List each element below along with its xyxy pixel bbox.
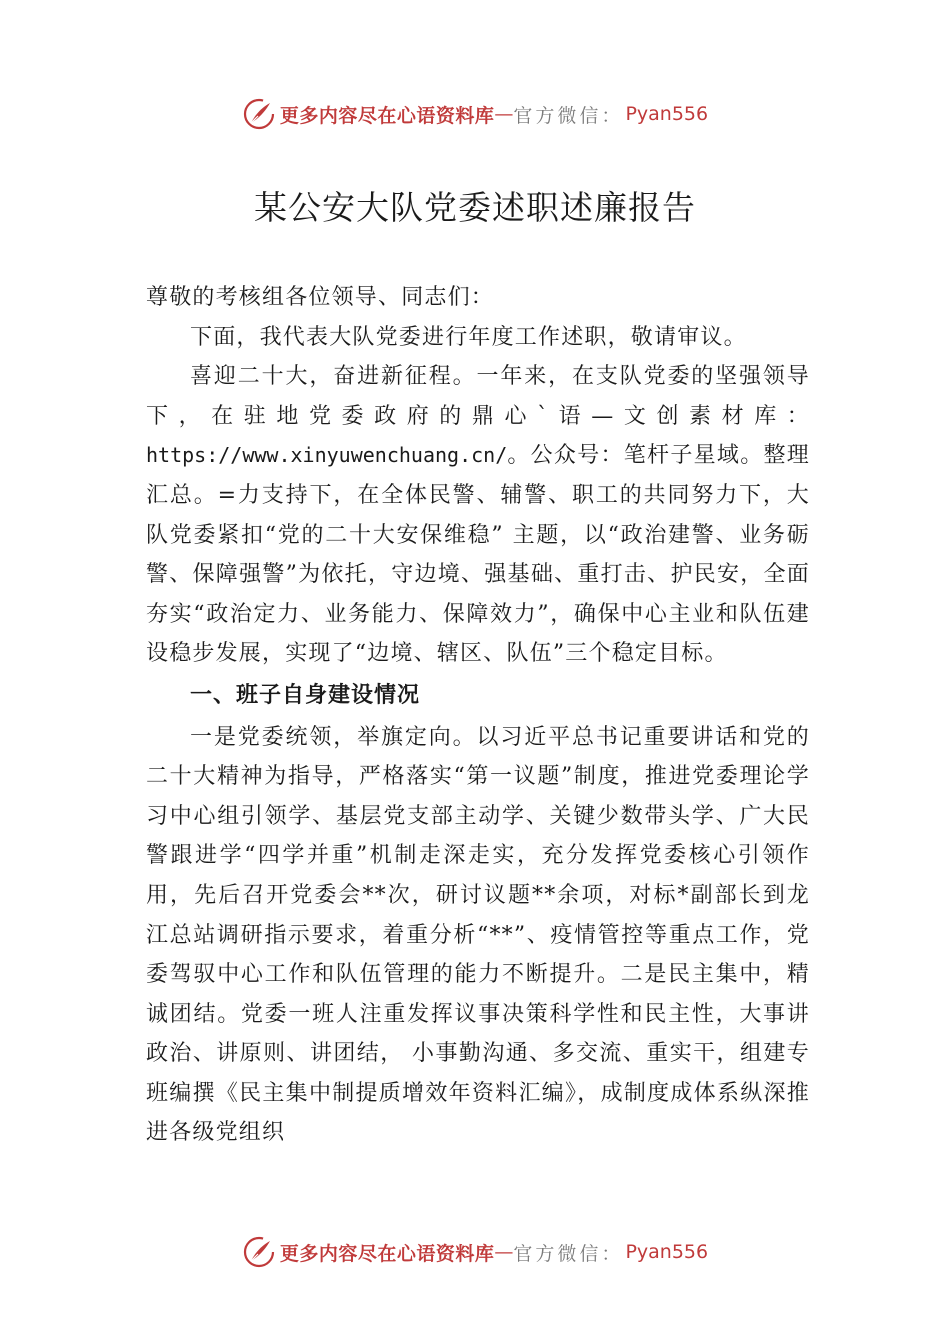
- banner-wechat-id: Pyan556: [625, 103, 709, 125]
- banner-official-label: 官方微信：: [513, 1242, 624, 1265]
- banner-brand-text: 更多内容尽在心语资料库: [279, 1242, 495, 1265]
- header-banner: [0, 94, 950, 134]
- paragraph-2: 一是党委统领，举旗定向。以习近平总书记重要讲话和党的二十大精神为指导，严格落实“第一议题”制度，推进党委理论学习中心组引领学、基层党支部主动学、关键少数带头学、广大民警跟进学“四学并重”机制走深走实，充分发挥党委核心引领作用，先后召开党委会**次，研讨议题**余项，对标*副部长到龙江总站调研指示要求，着重分析“**”、疫情管控等重点工作，党委驾驭中心工作和队伍管理的能力不断提升。二是民主集中，精诚团结。党委一班人注重发挥议事决策科学性和民主性，大事讲政治、讲原则、讲团结， 小事勤沟通、多交流、重实干，组建专班编撰《民主集中制提质增效年资料汇编》，成制度成体系纵深推进各级党组织: [146, 724, 810, 1146]
- banner-dash: —: [494, 103, 514, 125]
- banner-dash: —: [494, 1241, 514, 1263]
- paragraph-1-text-b: 。公众号：笔杆子星域。整理汇总。=力支持下，在全体民警、辅警、职工的共同努力下，大队党委紧扣“党的二十大安保维稳” 主题，以“政治建警、业务砺警、保障强警”为依托，守边境、强基础、重打击、护民安，全面夯实“政治定力、业务能力、保障效力”，确保中心主业和队伍建设稳步发展，实现了“边境、辖区、队伍”三个稳定目标。: [146, 443, 810, 667]
- footer-banner: [0, 1232, 950, 1272]
- quill-logo-icon: [242, 97, 276, 131]
- document-title: 某公安大队党委述职述廉报告: [254, 188, 696, 227]
- section-heading-1: 一、班子自身建设情况: [190, 682, 421, 708]
- source-url: https://www.xinyuwenchuang.cn/: [146, 443, 508, 468]
- document-body: [146, 278, 810, 1153]
- paragraph-1-text-a: 喜迎二十大，奋进新征程。一年来，在支队党委的坚强领导下，在驻地党委政府的鼎心`语—文创素材库：: [146, 364, 810, 429]
- intro-paragraph: 下面，我代表大队党委进行年度工作述职，敬请审议。: [190, 324, 747, 350]
- banner-brand-text: 更多内容尽在心语资料库: [279, 104, 495, 127]
- quill-logo-icon: [242, 1235, 276, 1269]
- salutation: 尊敬的考核组各位领导、同志们：: [146, 285, 495, 310]
- banner-official-label: 官方微信：: [513, 104, 624, 127]
- paragraph-1: [146, 357, 810, 674]
- banner-wechat-id: Pyan556: [625, 1241, 709, 1263]
